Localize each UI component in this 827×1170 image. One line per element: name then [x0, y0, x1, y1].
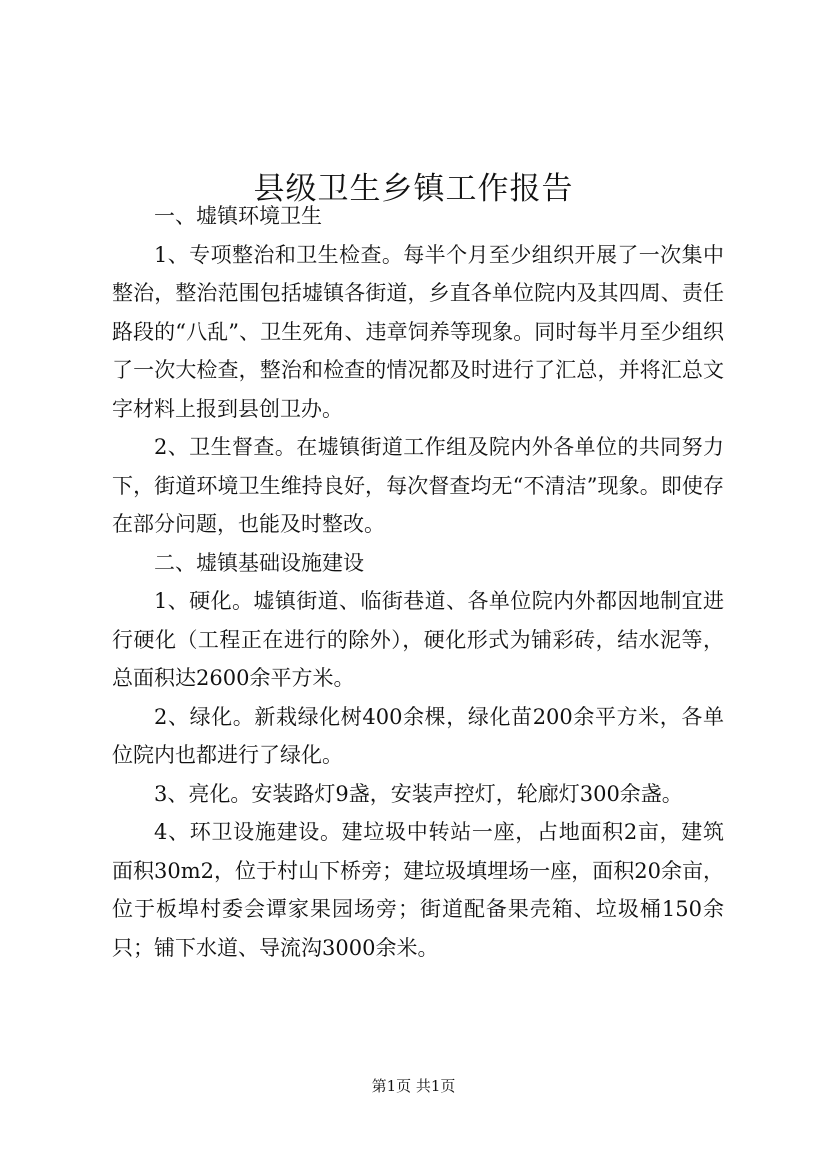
paragraph-sanitation-facilities: 4、环卫设施建设。建垃圾中转站一座，占地面积2亩，建筑面积30m2，位于村山下桥旁；建垃圾填埋场一座，面积20余亩，位于板埠村委会谭家果园场旁；街道配备果壳箱、垃圾桶150余只；铺下水道、导流沟3000余米。 — [112, 820, 724, 960]
document-title: 县级卫生乡镇工作报告 — [253, 170, 574, 207]
paragraph-hardening: 1、硬化。墟镇街道、临街巷道、各单位院内外都因地制宜进行硬化（工程正在进行的除外），硬化形式为铺彩砖，结水泥等，总面积达2600余平方米。 — [112, 589, 724, 690]
document-body — [112, 197, 724, 967]
page-number-footer: 第1页 共1页 — [371, 1077, 456, 1095]
section-heading-infrastructure: 二、墟镇基础设施建设 — [154, 550, 364, 575]
paragraph-rectification: 1、专项整治和卫生检查。每半个月至少组织开展了一次集中整治，整治范围包括墟镇各街道，乡直各单位院内及其四周、责任路段的“八乱”、卫生死角、违章饲养等现象。同时每半月至少组织了一次大检查，整治和检查的情况都及时进行了汇总，并将汇总文字材料上报到县创卫办。 — [112, 242, 724, 421]
paragraph-lighting: 3、亮化。安装路灯9盏，安装声控灯，轮廊灯300余盏。 — [154, 781, 683, 806]
paragraph-greening: 2、绿化。新栽绿化树400余棵，绿化苗200余平方米，各单位院内也都进行了绿化。 — [112, 704, 724, 767]
paragraph-supervision: 2、卫生督查。在墟镇街道工作组及院内外各单位的共同努力下，街道环境卫生维持良好，每次督查均无“不清洁”现象。即使存在部分问题，也能及时整改。 — [112, 435, 724, 536]
section-heading-environment: 一、墟镇环境卫生 — [154, 204, 322, 228]
